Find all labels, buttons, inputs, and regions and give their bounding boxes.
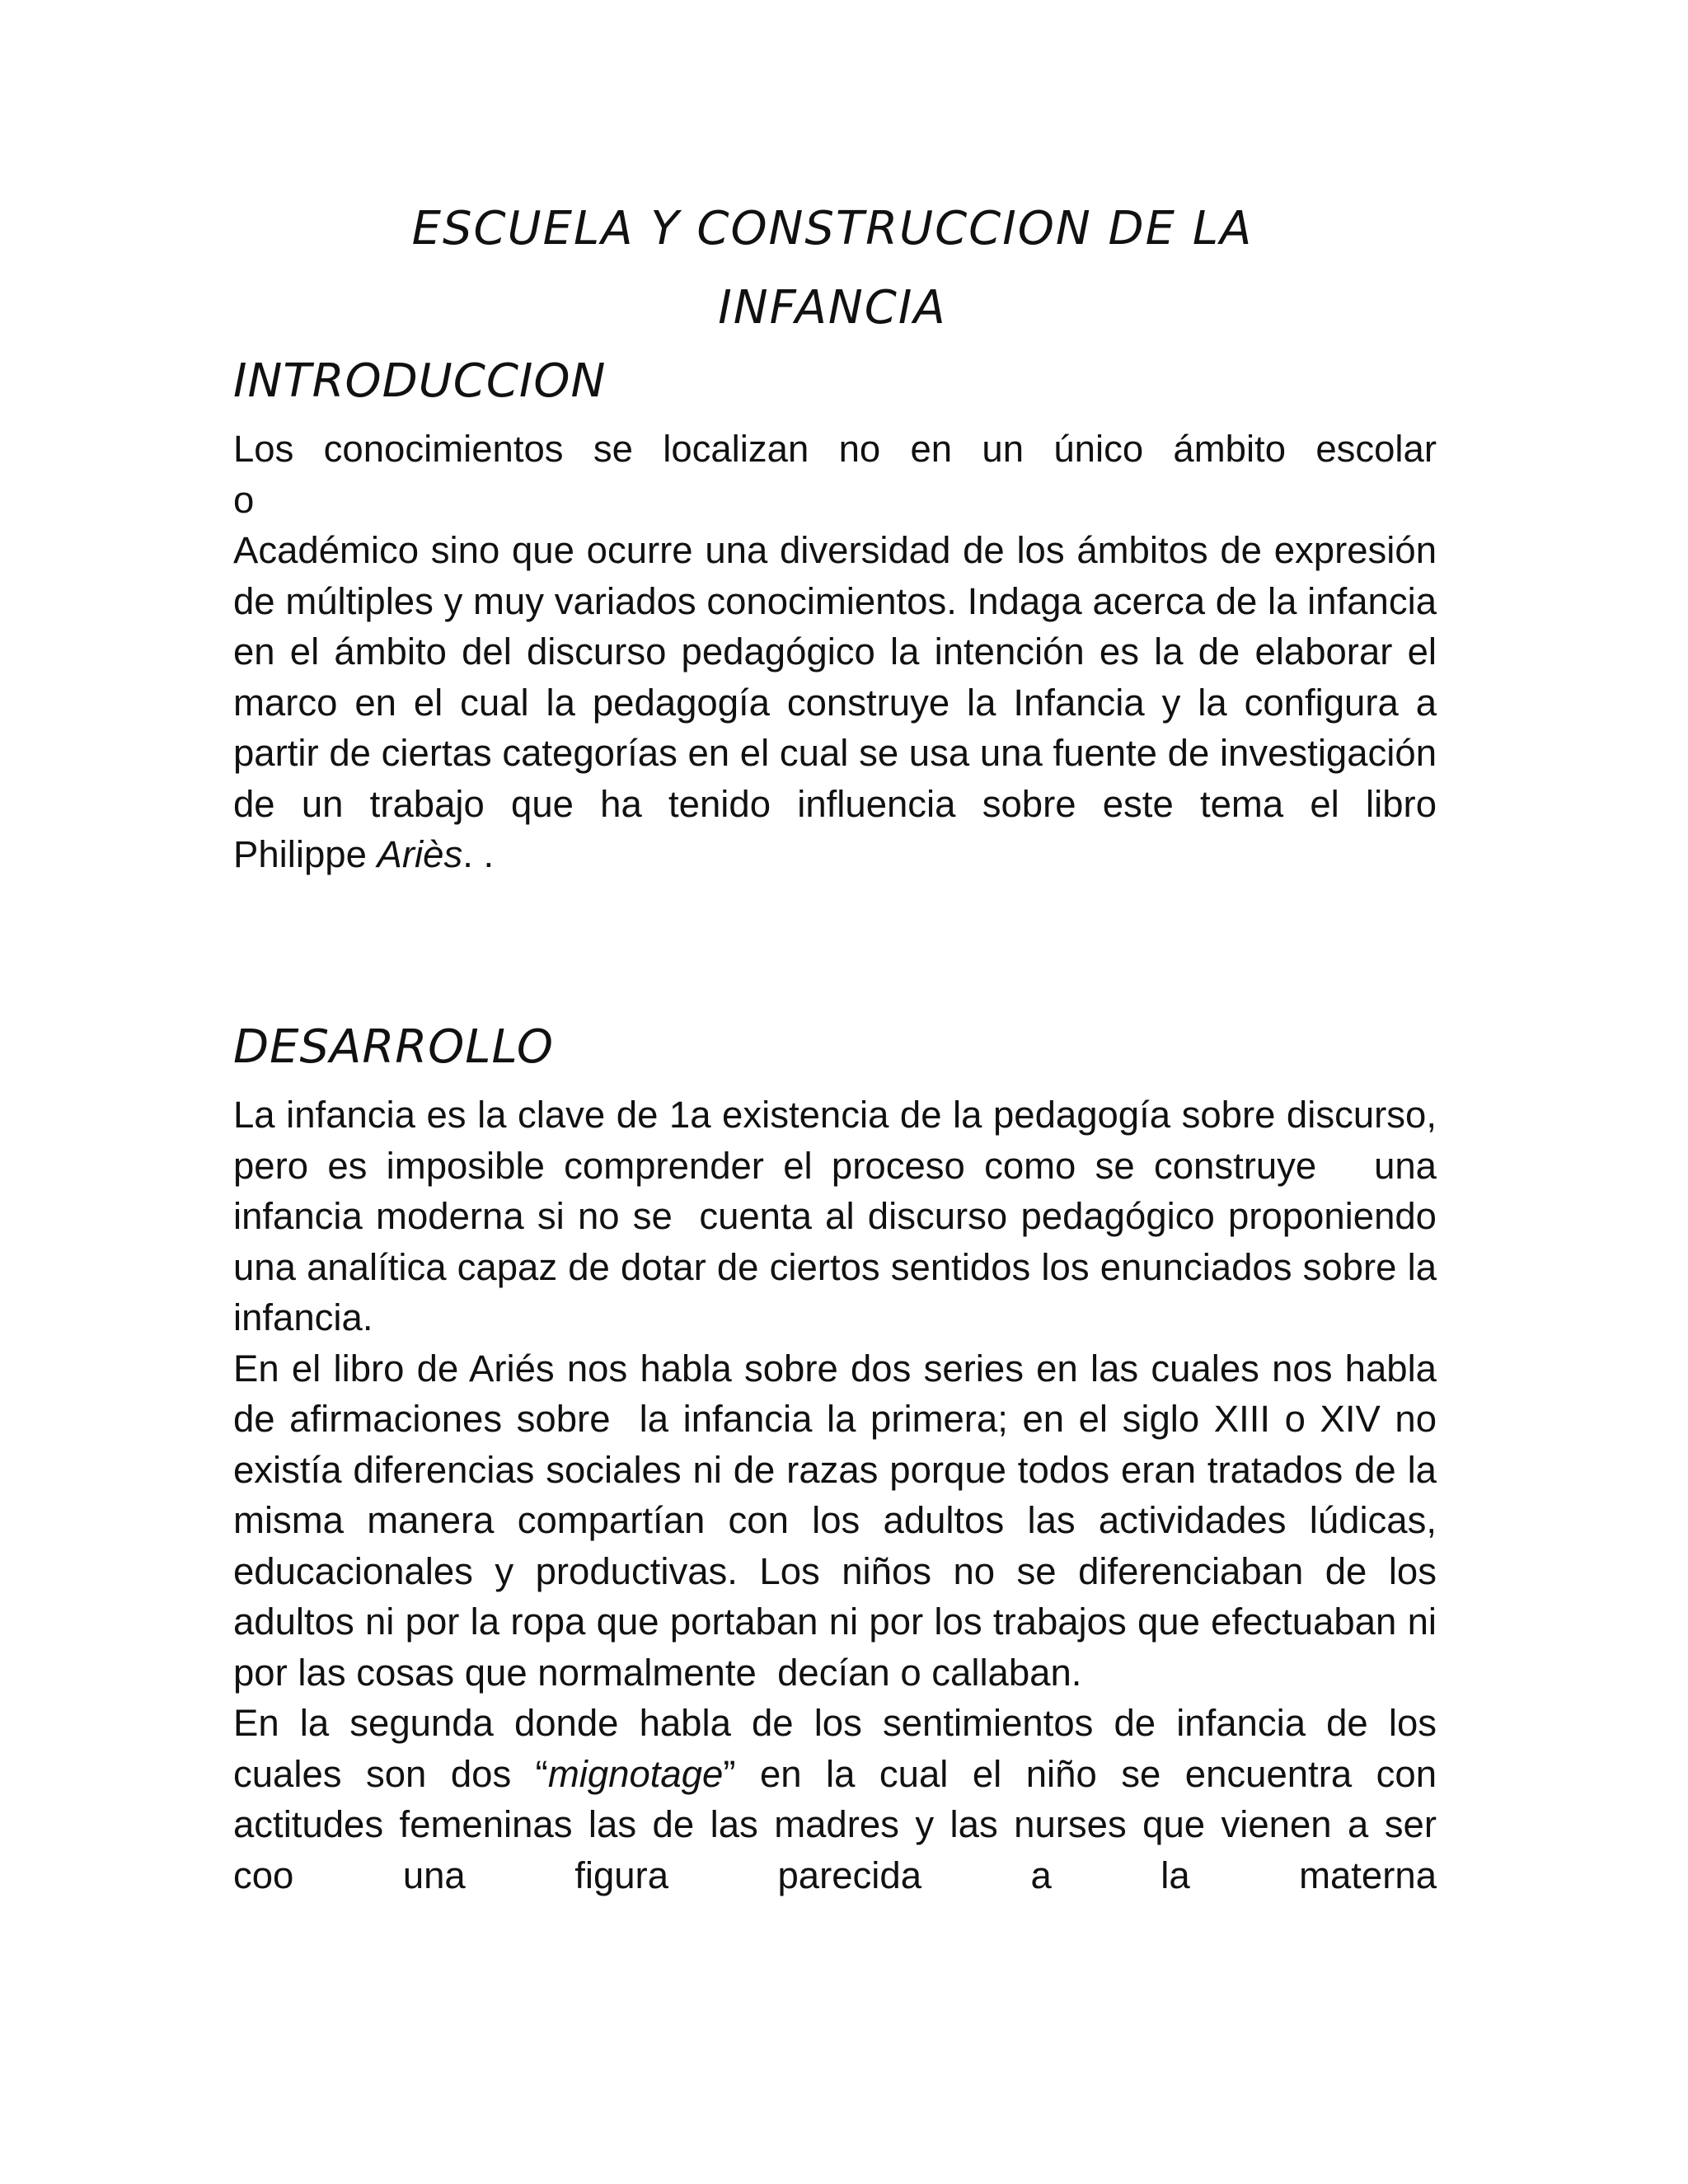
introduccion-paragraph-end <box>233 829 1437 880</box>
philippe-text: Philippe <box>233 833 377 875</box>
introduccion-paragraph: Académico sino que ocurre una diversidad de los ámbitos de expresión de múltiples y muy variados conocimientos. Indaga acerca de la infancia en el ámbito del discurso pedagógico la intención es la de elaborar el marco en el cual la pedagogía construye la Infancia y la configura a partir de ciertas categorías en el cual se usa una fuente de investigación de un trabajo que ha tenido influencia sobre este tema el libro <box>233 529 1437 825</box>
desarrollo-body <box>233 1090 1447 1900</box>
introduccion-line-1: Los conocimientos se localizan no en un único ámbito escolar <box>233 428 1437 470</box>
desarrollo-paragraph-3 <box>233 1698 1437 1900</box>
mignotage-italic: mignotage <box>547 1752 724 1795</box>
desarrollo-paragraph-2: En el libro de Ariés nos habla sobre dos series en las cuales nos habla de afirmaciones sobre la infancia la primera; en el siglo XIII o XIV no existía diferencias sociales ni de razas porque todos eran tratados de la misma manera compartían con los adultos las actividades lúdicas, educacionales y productivas. Los niños no se diferenciaban de los adultos ni por la ropa que portaban ni por los trabajos que efectuaban ni por las cosas que normalmente decían o callaban. <box>233 1347 1447 1694</box>
introduccion-heading: INTRODUCCION <box>233 354 607 408</box>
paragraph-3-start: En la segunda donde habla de los sentimientos de infancia de los cuales son dos “ <box>233 1702 1437 1795</box>
introduccion-line-2: o <box>233 478 255 521</box>
aries-italic: Ariès <box>377 833 463 875</box>
paragraph-3-end: ” en la cual el niño se encuentra con actitudes femeninas las de las madres y las nurses que vienen a ser coo una figura parecida a la materna <box>233 1752 1437 1896</box>
introduccion-body <box>233 424 1437 880</box>
desarrollo-paragraph-1: La infancia es la clave de 1a existencia de la pedagogía sobre discurso, pero es imposible comprender el proceso como se construye una infancia moderna si no se cuenta al discurso pedagógico proponiendo una analítica capaz de dotar de ciertos sentidos los enunciados sobre la infancia. <box>233 1094 1447 1338</box>
document-title <box>231 190 1434 348</box>
paragraph-end-dots: . . <box>462 833 495 875</box>
title-line-2: INFANCIA <box>718 281 947 335</box>
desarrollo-heading: DESARROLLO <box>233 1020 555 1074</box>
title-line-1: ESCUELA Y CONSTRUCCION DE LA <box>411 202 1254 255</box>
